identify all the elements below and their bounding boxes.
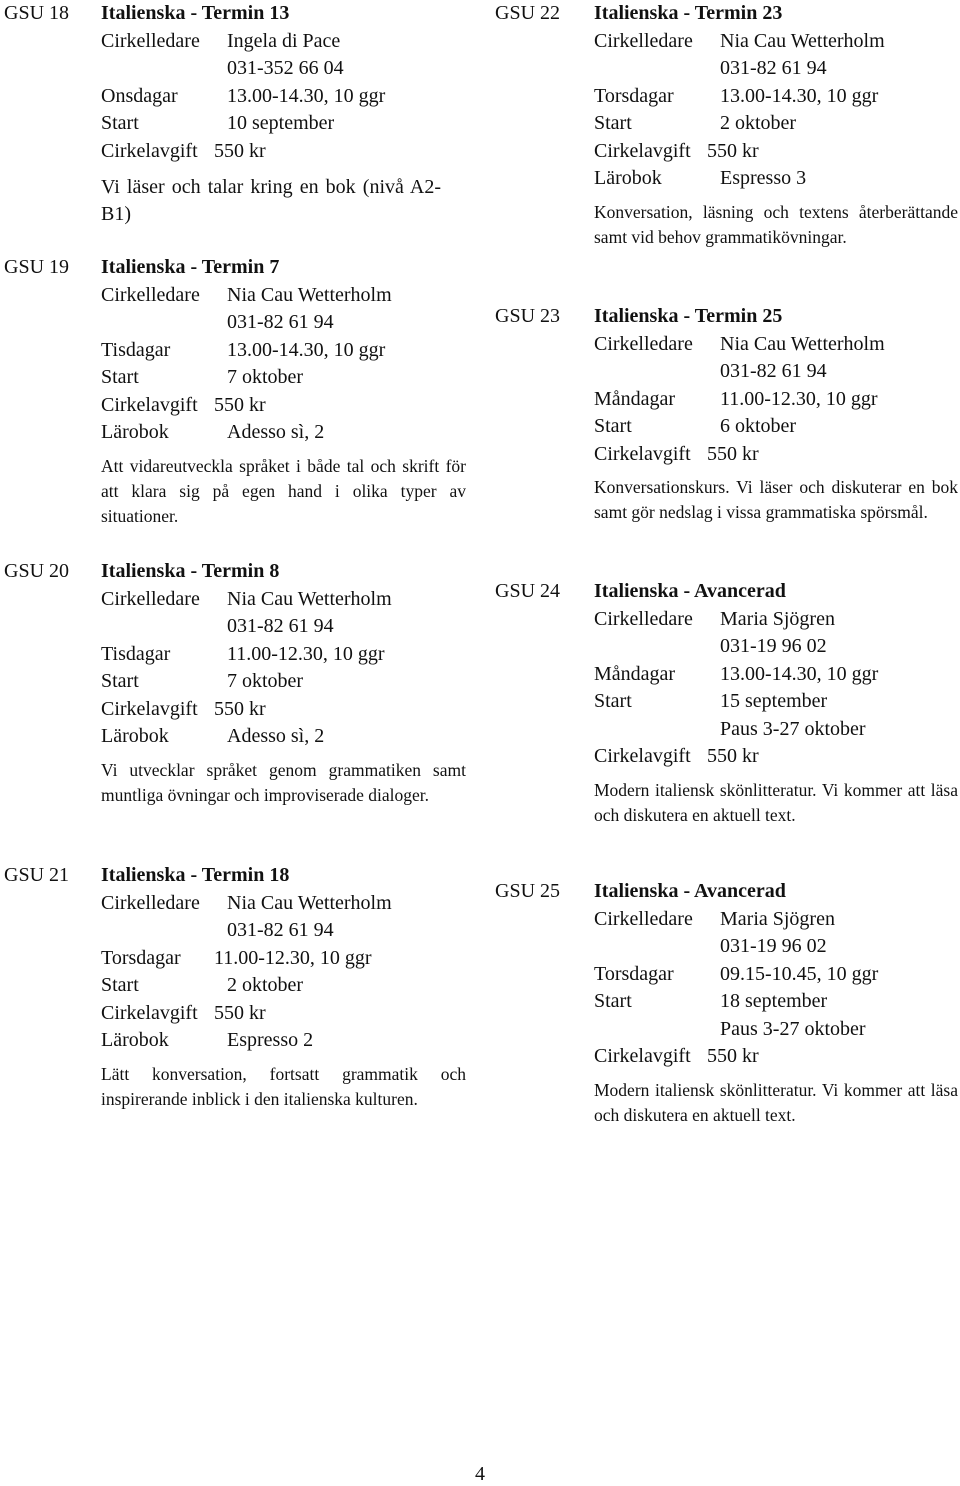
row-label: Cirkelledare (101, 29, 200, 52)
row-label: Cirkelledare (101, 891, 200, 914)
course-title: Italienska - Termin 18 (101, 864, 290, 886)
row-label: Måndagar (594, 387, 676, 410)
start-row (101, 668, 471, 696)
schedule-time: 11.00-12.30, 10 ggr (720, 387, 878, 410)
row-label: Torsdagar (594, 962, 674, 985)
fee-row (594, 441, 960, 469)
course-description: Att vidareutveckla språket i både tal och skrift för att klara sig på egen hand i olika typer av situationer. (101, 455, 466, 526)
row-label: Lärobok (594, 167, 662, 189)
row-label: Start (594, 112, 632, 134)
phone-row (101, 309, 471, 337)
leader-row (594, 606, 960, 634)
course-details (101, 862, 471, 1112)
schedule-time: 11.00-12.30, 10 ggr (214, 946, 372, 969)
leader-name: Nia Cau Wetterholm (720, 29, 885, 52)
course-details (594, 878, 960, 1128)
course-title: Italienska - Termin 13 (101, 2, 290, 24)
row-label: Start (594, 690, 632, 712)
start-date: 2 oktober (227, 974, 304, 996)
course-description: Modern italiensk skönlitteratur. Vi kommer att läsa och diskutera en aktuell text. (594, 1079, 958, 1125)
row-label: Cirkelavgift (594, 745, 691, 767)
phone-number: 031-19 96 02 (720, 935, 827, 957)
phone-number: 031-19 96 02 (720, 635, 827, 657)
row-label: Start (101, 974, 139, 996)
course-title: Italienska - Termin 8 (101, 560, 280, 582)
row-label: Lärobok (101, 421, 169, 443)
phone-row (594, 358, 960, 386)
textbook-row (101, 419, 471, 447)
row-label: Cirkelavgift (594, 139, 691, 162)
row-label: Start (594, 990, 632, 1012)
schedule-time: 13.00-14.30, 10 ggr (720, 84, 879, 107)
textbook-title: Espresso 3 (720, 167, 807, 189)
schedule-row (101, 945, 471, 973)
row-label: Cirkelavgift (101, 393, 198, 416)
course-description: Konversation, läsning och textens återberättande samt vid behov grammatikövningar. (594, 201, 958, 247)
leader-row (594, 906, 960, 934)
schedule-time: 09.15-10.45, 10 ggr (720, 962, 879, 985)
phone-number: 031-352 66 04 (227, 57, 344, 79)
row-label: Start (594, 415, 632, 437)
start-date: 2 oktober (720, 112, 797, 134)
row-label: Cirkelledare (101, 283, 200, 306)
pause-row (594, 716, 960, 744)
course-title: Italienska - Avancerad (594, 880, 786, 902)
row-label: Cirkelledare (594, 29, 693, 52)
schedule-row (101, 641, 471, 669)
fee-row (101, 1000, 471, 1028)
pause-row (594, 1016, 960, 1044)
schedule-time: 13.00-14.30, 10 ggr (720, 662, 879, 685)
schedule-time: 13.00-14.30, 10 ggr (227, 84, 386, 107)
fee-value: 550 kr (707, 1045, 759, 1067)
textbook-row (101, 723, 471, 751)
fee-row (101, 392, 471, 420)
phone-row (101, 917, 471, 945)
fee-value: 550 kr (214, 393, 266, 416)
phone-row (594, 55, 960, 83)
schedule-time: 11.00-12.30, 10 ggr (227, 642, 385, 665)
leader-name: Ingela di Pace (227, 29, 341, 52)
row-label: Torsdagar (101, 946, 181, 969)
course-code: GSU 25 (495, 880, 561, 902)
leader-name: Maria Sjögren (720, 907, 835, 930)
course-title: Italienska - Termin 23 (594, 2, 783, 24)
schedule-row (594, 961, 960, 989)
row-label: Cirkelledare (594, 332, 693, 355)
fee-value: 550 kr (214, 1001, 266, 1024)
start-date: 18 september (720, 990, 828, 1012)
course-details (101, 558, 471, 808)
start-date: 7 oktober (227, 366, 304, 388)
row-label: Cirkelledare (594, 907, 693, 930)
phone-number: 031-82 61 94 (227, 919, 334, 941)
leader-row (594, 331, 960, 359)
fee-row (101, 138, 471, 166)
start-row (594, 110, 960, 138)
fee-row (594, 138, 960, 166)
fee-row (594, 1043, 960, 1071)
schedule-row (594, 83, 960, 111)
start-date: 6 oktober (720, 415, 797, 437)
fee-value: 550 kr (707, 745, 759, 767)
fee-row (594, 743, 960, 771)
course-description: Lätt konversation, fortsatt grammatik och inspirerande inblick i den italienska kulturen. (101, 1063, 466, 1109)
course-title: Italienska - Termin 7 (101, 256, 280, 278)
leader-row (101, 28, 471, 56)
row-label: Cirkelledare (101, 587, 200, 610)
course-code: GSU 22 (495, 2, 561, 24)
row-label: Cirkelledare (594, 607, 693, 630)
leader-row (101, 890, 471, 918)
row-label: Cirkelavgift (594, 442, 691, 465)
row-label: Cirkelavgift (594, 1045, 691, 1067)
leader-row (101, 282, 471, 310)
row-label: Måndagar (594, 662, 676, 685)
start-row (594, 688, 960, 716)
row-label: Start (101, 366, 139, 388)
fee-value: 550 kr (214, 139, 266, 162)
schedule-row (594, 386, 960, 414)
row-label: Cirkelavgift (101, 139, 198, 162)
phone-number: 031-82 61 94 (227, 615, 334, 637)
start-date: 10 september (227, 112, 335, 134)
course-code: GSU 18 (4, 2, 70, 24)
course-details (594, 303, 960, 525)
phone-row (594, 933, 960, 961)
phone-row (101, 55, 471, 83)
start-row (101, 972, 471, 1000)
textbook-row (101, 1027, 471, 1055)
course-title: Italienska - Avancerad (594, 580, 786, 602)
start-date: 15 september (720, 690, 828, 712)
schedule-time: 13.00-14.30, 10 ggr (227, 338, 386, 361)
phone-row (594, 633, 960, 661)
start-row (101, 110, 471, 138)
course-description: Modern italiensk skönlitteratur. Vi kommer att läsa och diskutera en aktuell text. (594, 779, 958, 825)
course-description: Vi läser och talar kring en bok (nivå A2-B1) (101, 176, 441, 225)
row-label: Onsdagar (101, 84, 178, 107)
schedule-row (101, 337, 471, 365)
textbook-title: Adesso sì, 2 (227, 725, 325, 747)
course-details (101, 0, 471, 228)
leader-row (101, 586, 471, 614)
course-description: Vi utvecklar språket genom grammatiken samt muntliga övningar och improviserade dialoger. (101, 759, 466, 805)
course-code: GSU 23 (495, 305, 561, 327)
leader-name: Nia Cau Wetterholm (227, 891, 392, 914)
course-code: GSU 20 (4, 560, 70, 582)
row-label: Start (101, 112, 139, 134)
pause-dates: Paus 3-27 oktober (720, 1017, 866, 1040)
row-label: Torsdagar (594, 84, 674, 107)
textbook-title: Adesso sì, 2 (227, 421, 325, 443)
schedule-row (594, 661, 960, 689)
textbook-title: Espresso 2 (227, 1029, 314, 1051)
pause-dates: Paus 3-27 oktober (720, 717, 866, 740)
row-label: Start (101, 670, 139, 692)
course-description: Konversationskurs. Vi läser och diskuterar en bok samt gör nedslag i vissa grammatiska spörsmål. (594, 477, 958, 522)
start-row (101, 364, 471, 392)
textbook-row (594, 165, 960, 193)
fee-value: 550 kr (214, 697, 266, 720)
start-date: 7 oktober (227, 670, 304, 692)
fee-value: 550 kr (707, 442, 759, 465)
page-number: 4 (475, 1463, 485, 1485)
phone-number: 031-82 61 94 (720, 57, 827, 79)
leader-name: Nia Cau Wetterholm (720, 332, 885, 355)
course-title: Italienska - Termin 25 (594, 305, 783, 327)
phone-row (101, 613, 471, 641)
row-label: Cirkelavgift (101, 697, 198, 720)
course-details (594, 578, 960, 828)
leader-row (594, 28, 960, 56)
course-details (101, 254, 471, 529)
phone-number: 031-82 61 94 (227, 311, 334, 333)
fee-row (101, 696, 471, 724)
row-label: Tisdagar (101, 338, 171, 361)
course-code: GSU 21 (4, 864, 70, 886)
leader-name: Maria Sjögren (720, 607, 835, 630)
start-row (594, 988, 960, 1016)
row-label: Lärobok (101, 725, 169, 747)
course-details (594, 0, 960, 250)
row-label: Lärobok (101, 1029, 169, 1051)
leader-name: Nia Cau Wetterholm (227, 283, 392, 306)
row-label: Cirkelavgift (101, 1001, 198, 1024)
phone-number: 031-82 61 94 (720, 360, 827, 382)
course-code: GSU 19 (4, 256, 70, 278)
course-code: GSU 24 (495, 580, 561, 602)
fee-value: 550 kr (707, 139, 759, 162)
row-label: Tisdagar (101, 642, 171, 665)
start-row (594, 413, 960, 441)
leader-name: Nia Cau Wetterholm (227, 587, 392, 610)
schedule-row (101, 83, 471, 111)
